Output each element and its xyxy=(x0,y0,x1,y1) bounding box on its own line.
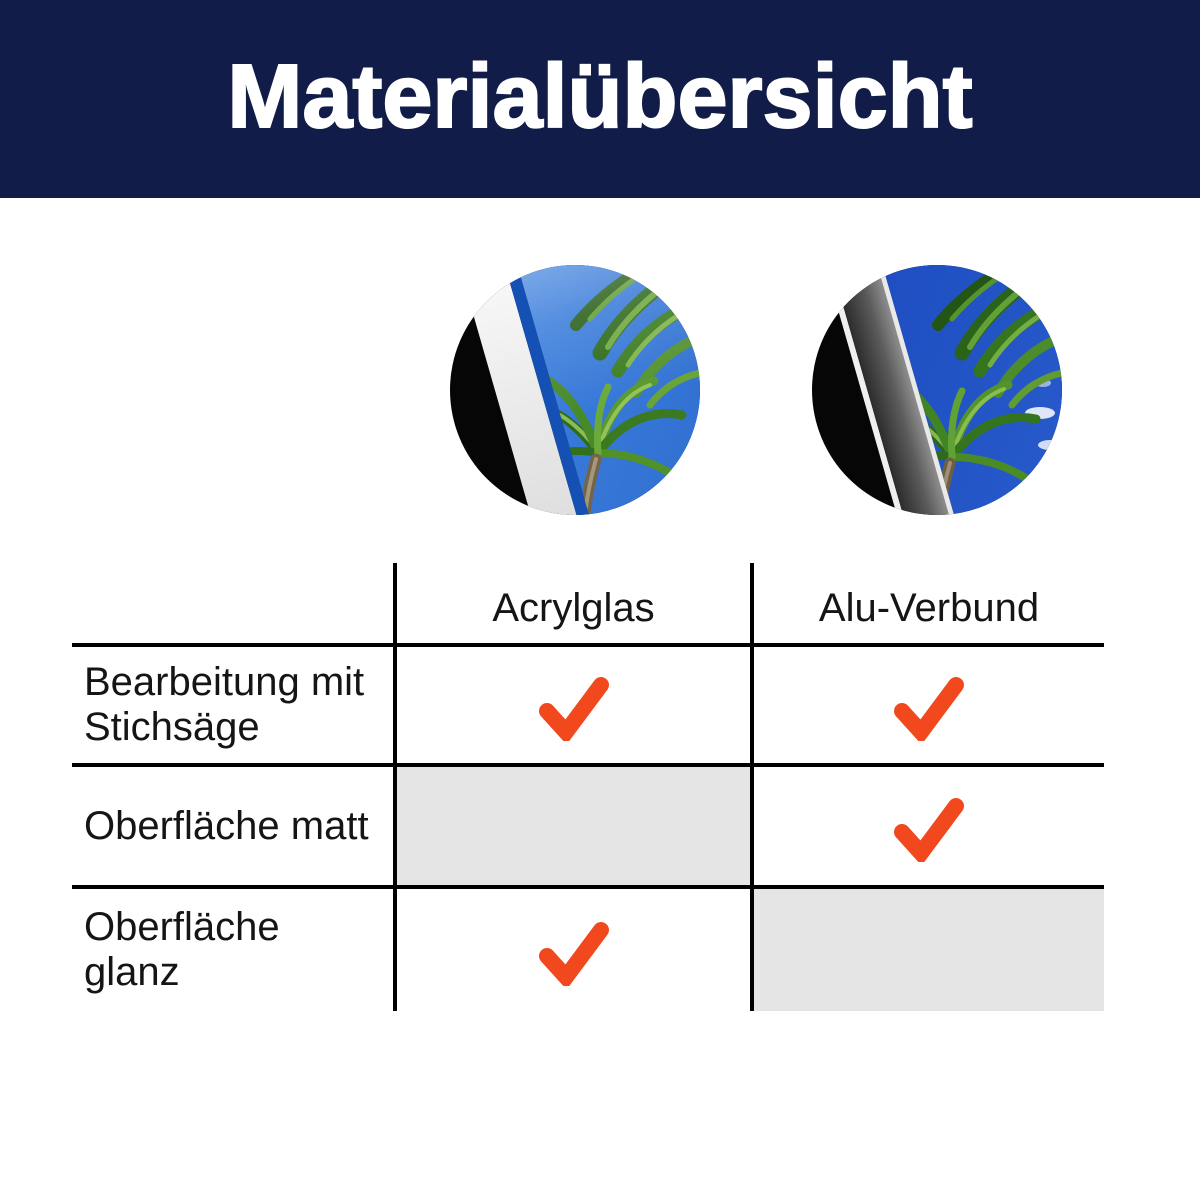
palm-print-matte-icon xyxy=(812,265,1062,515)
table-cell-stichsaege-acrylglas xyxy=(397,647,750,763)
table-cell-glanz-acrylglas xyxy=(397,889,750,1011)
acrylglas-sample-image xyxy=(450,265,700,515)
table-cell-matt-alu-verbund xyxy=(754,767,1104,885)
check-icon xyxy=(539,922,609,986)
check-icon xyxy=(539,677,609,741)
alu-verbund-sample-image xyxy=(812,265,1062,515)
table-cell-glanz-alu-verbund xyxy=(754,889,1104,1011)
table-cell-stichsaege-alu-verbund xyxy=(754,647,1104,763)
page-title: Materialübersicht xyxy=(227,46,973,147)
row-label-oberflaeche-matt: Oberfläche matt xyxy=(84,803,369,848)
table-cell-matt-acrylglas xyxy=(397,767,750,885)
header xyxy=(0,0,1200,198)
check-icon xyxy=(894,677,964,741)
check-icon xyxy=(894,798,964,862)
column-header-acrylglas: Acrylglas xyxy=(492,585,655,630)
column-header-alu-verbund: Alu-Verbund xyxy=(818,585,1040,630)
row-label-stichsaege: Bearbeitung mit Stichsäge xyxy=(84,660,365,749)
palm-print-glossy-icon xyxy=(450,265,700,515)
row-label-oberflaeche-glanz: Oberfläche glanz xyxy=(84,905,280,994)
